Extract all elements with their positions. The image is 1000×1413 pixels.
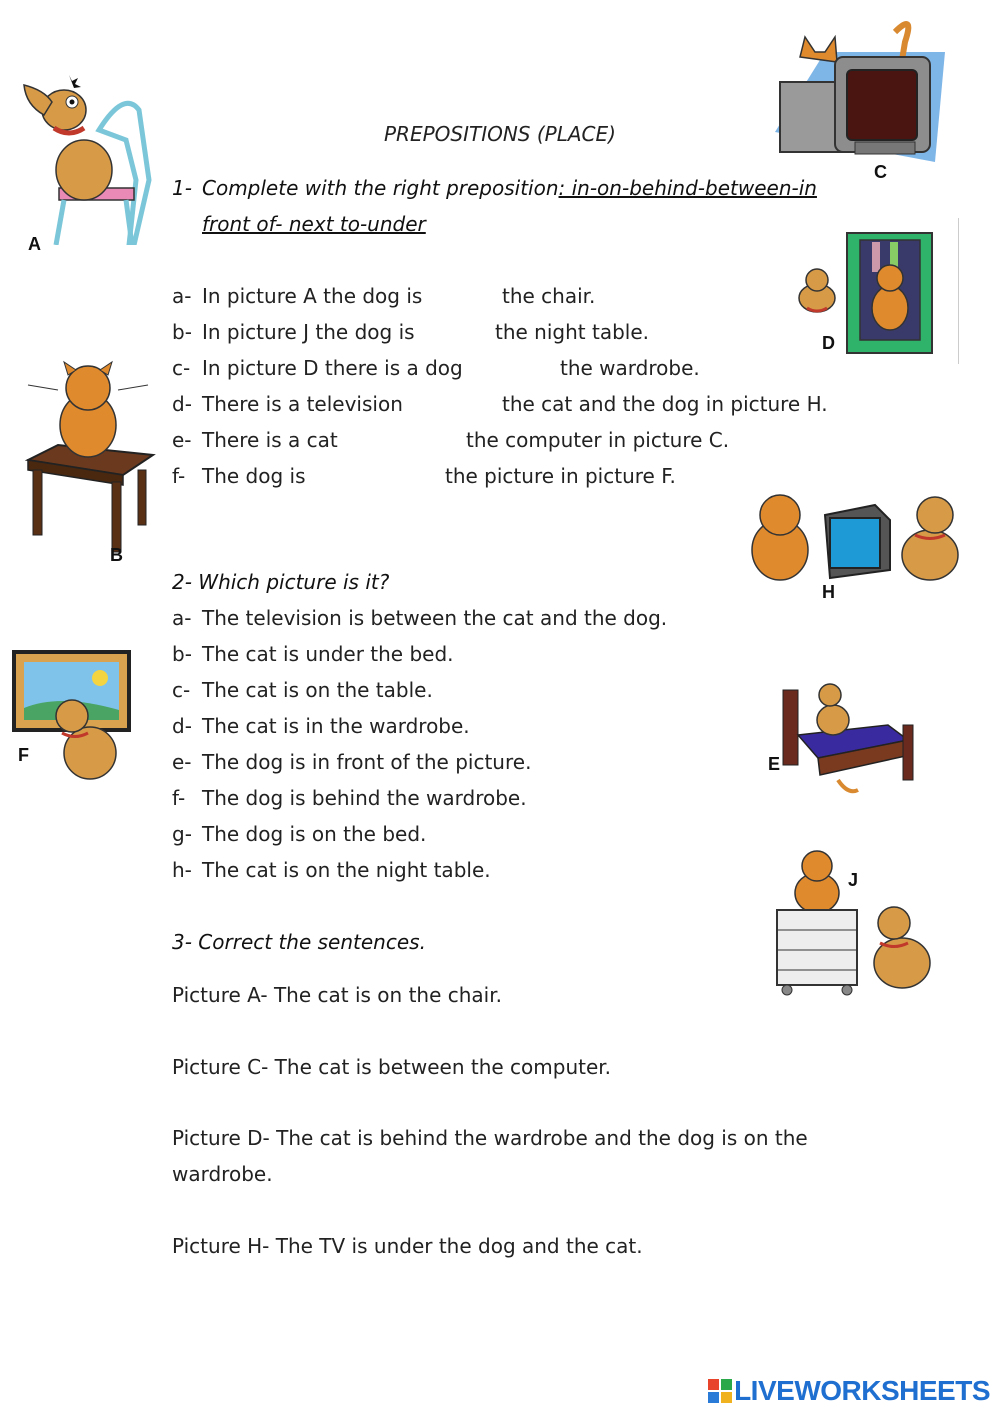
section1-heading-line1 xyxy=(172,176,817,200)
s1-item-e: e- There is a cat xyxy=(172,428,338,452)
s1-item-f-after: the picture in picture F. xyxy=(445,464,676,488)
s2-item-c: c- The cat is on the table. xyxy=(172,678,433,702)
picture-c-label: C xyxy=(874,162,887,182)
s1-item-b: b- In picture J the dog is xyxy=(172,320,415,344)
s3-item-a: Picture A- The cat is on the chair. xyxy=(172,983,502,1007)
word-list-line1: : in-on-behind-between-in xyxy=(558,176,817,200)
picture-c-cat-and-computer xyxy=(765,12,955,177)
s1-item-f: f- The dog is xyxy=(172,464,306,488)
logo-text: LIVEWORKSHEETS xyxy=(734,1375,990,1406)
s3-item-d-line2: wardrobe. xyxy=(172,1162,273,1186)
picture-f-label: F xyxy=(18,745,29,765)
s1-item-a-after: the chair. xyxy=(502,284,596,308)
picture-h-cat-tv-dog xyxy=(725,490,980,590)
s1-blank-e[interactable] xyxy=(340,428,462,452)
picture-d-wardrobe xyxy=(792,228,942,358)
s3-item-d: Picture D- The cat is behind the wardrobe and the dog is on the xyxy=(172,1126,808,1150)
s1-blank-b[interactable] xyxy=(418,320,492,344)
s1-item-a: a- In picture A the dog is xyxy=(172,284,423,308)
s1-item-c-after: the wardrobe. xyxy=(560,356,700,380)
s2-item-h: h- The cat is on the night table. xyxy=(172,858,491,882)
s3-item-h: Picture H- The TV is under the dog and the cat. xyxy=(172,1234,643,1258)
s1-item-c: c- In picture D there is a dog xyxy=(172,356,463,380)
picture-e-label: E xyxy=(768,754,781,774)
s3-item-c: Picture C- The cat is between the computer. xyxy=(172,1055,612,1079)
s1-item-e-after: the computer in picture C. xyxy=(466,428,730,452)
page-title: PREPOSITIONS (PLACE) xyxy=(384,122,616,146)
picture-b-label: B xyxy=(110,545,123,565)
s2-item-f: f- The dog is behind the wardrobe. xyxy=(172,786,527,810)
picture-j-label: J xyxy=(848,870,859,890)
picture-e-bed xyxy=(778,680,918,805)
s2-item-d: d- The cat is in the wardrobe. xyxy=(172,714,470,738)
s2-item-e: e- The dog is in front of the picture. xyxy=(172,750,532,774)
s1-item-b-after: the night table. xyxy=(495,320,649,344)
s1-blank-c[interactable] xyxy=(465,356,557,380)
divider xyxy=(958,218,959,364)
s1-blank-f[interactable] xyxy=(312,464,441,488)
s2-item-g: g- The dog is on the bed. xyxy=(172,822,427,846)
picture-b-cat-on-table xyxy=(18,360,158,555)
s2-item-b: b- The cat is under the bed. xyxy=(172,642,454,666)
picture-a-label: A xyxy=(28,234,41,254)
picture-d-label: D xyxy=(822,333,835,353)
picture-j-night-table xyxy=(772,848,952,998)
picture-a-dog-on-chair xyxy=(14,70,154,245)
section2-heading: 2- Which picture is it? xyxy=(172,570,390,594)
s1-item-d: d- There is a television xyxy=(172,392,403,416)
s1-item-d-after: the cat and the dog in picture H. xyxy=(502,392,828,416)
word-list-line2: front of- next to-under xyxy=(202,212,426,236)
picture-h-label: H xyxy=(822,582,835,602)
liveworksheets-logo xyxy=(708,1375,990,1407)
section1-heading: Complete with the right preposition xyxy=(202,176,559,200)
logo-badge-icon xyxy=(708,1379,732,1403)
s1-blank-a[interactable] xyxy=(425,284,499,308)
s2-item-a: a- The television is between the cat and the dog. xyxy=(172,606,668,630)
section3-heading: 3- Correct the sentences. xyxy=(172,930,426,954)
s1-blank-d[interactable] xyxy=(400,392,499,416)
section1-number: 1- xyxy=(172,176,192,200)
